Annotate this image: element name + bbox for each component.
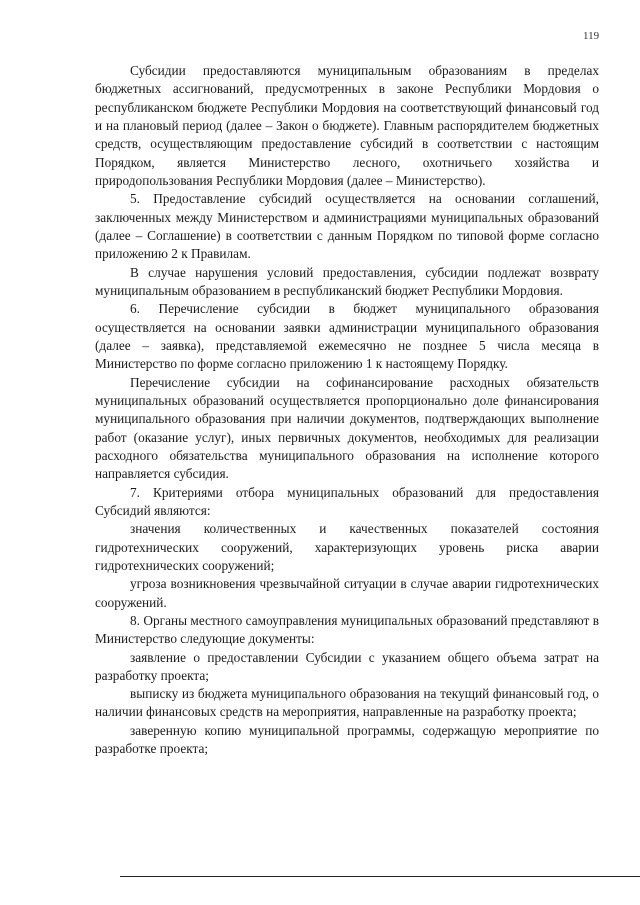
paragraph-item-8-documents: 8. Органы местного самоуправления муниципальных образований представляют в Министерство следующие документы: [95,612,599,647]
paragraph-item-5-agreements: 5. Предоставление субсидий осуществляется на основании соглашений, заключенных между Министерством и администрациями муниципальных образований (далее – Соглашение) в соответствии с данным Порядком по типовой форме согласно приложению 2 к Правилам. [95,191,599,262]
paragraph-criterion-emergency: угроза возникновения чрезвычайной ситуации в случае аварии гидротехнических сооружений. [95,576,599,610]
paragraph-doc-program-copy: заверенную копию муниципальной программы, содержащую мероприятие по разработке проекта; [95,722,599,757]
paragraph-item-6-transfer: 6. Перечисление субсидии в бюджет муниципального образования осуществляется на основании заявки администрации муниципального образования (далее – заявка), представляемой ежемесячно не позднее 5 числа месяца в Министерство по форме согласно приложению 1 к настоящему Порядку. [95,301,599,372]
document-body [95,62,599,758]
paragraph-subsidy-return: В случае нарушения условий предоставления, субсидии подлежат возврату муниципальным образованием в республиканский бюджет Республики Мордовия. [95,264,599,298]
paragraph-criterion-indicators: значения количественных и качественных показателей состояния гидротехнических сооружений, характеризующих уровень риска аварии гидротехнических сооружений; [95,521,599,573]
paragraph-doc-budget-extract: выписку из бюджета муниципального образования на текущий финансовый год, о наличии финансовых средств на мероприятия, направленные на разработку проекта; [95,686,599,720]
bottom-divider [120,876,640,877]
paragraph-cofinancing: Перечисление субсидии на софинансирование расходных обязательств муниципальных образований осуществляется пропорционально доле финансирования муниципального образования при наличии документов, подтверждающих выполнение работ (оказание услуг), иных первичных документов, необходимых для реализации расходного обязательства муниципального образования на исполнение которого направляется субсидия. [95,374,599,482]
paragraph-doc-application: заявление о предоставлении Субсидии с указанием общего объема затрат на разработку проекта; [95,649,599,683]
paragraph-subsidies-budget: Субсидии предоставляются муниципальным образованиям в пределах бюджетных ассигнований, предусмотренных в законе Республики Мордовия о республиканском бюджете Республики Мордовия на соответствующий финансовый год и на плановый период (далее – Закон о бюджете). Главным распорядителем бюджетных средств, осуществляющим предоставление субсидий в соответствии с настоящим Порядком, является Министерство лесного, охотничьего хозяйства и природопользования Республики Мордовия (далее – Министерство). [95,63,599,188]
paragraph-item-7-criteria: 7. Критериями отбора муниципальных образований для предоставления Субсидий являются: [95,484,599,518]
page-number: 119 [583,30,600,42]
